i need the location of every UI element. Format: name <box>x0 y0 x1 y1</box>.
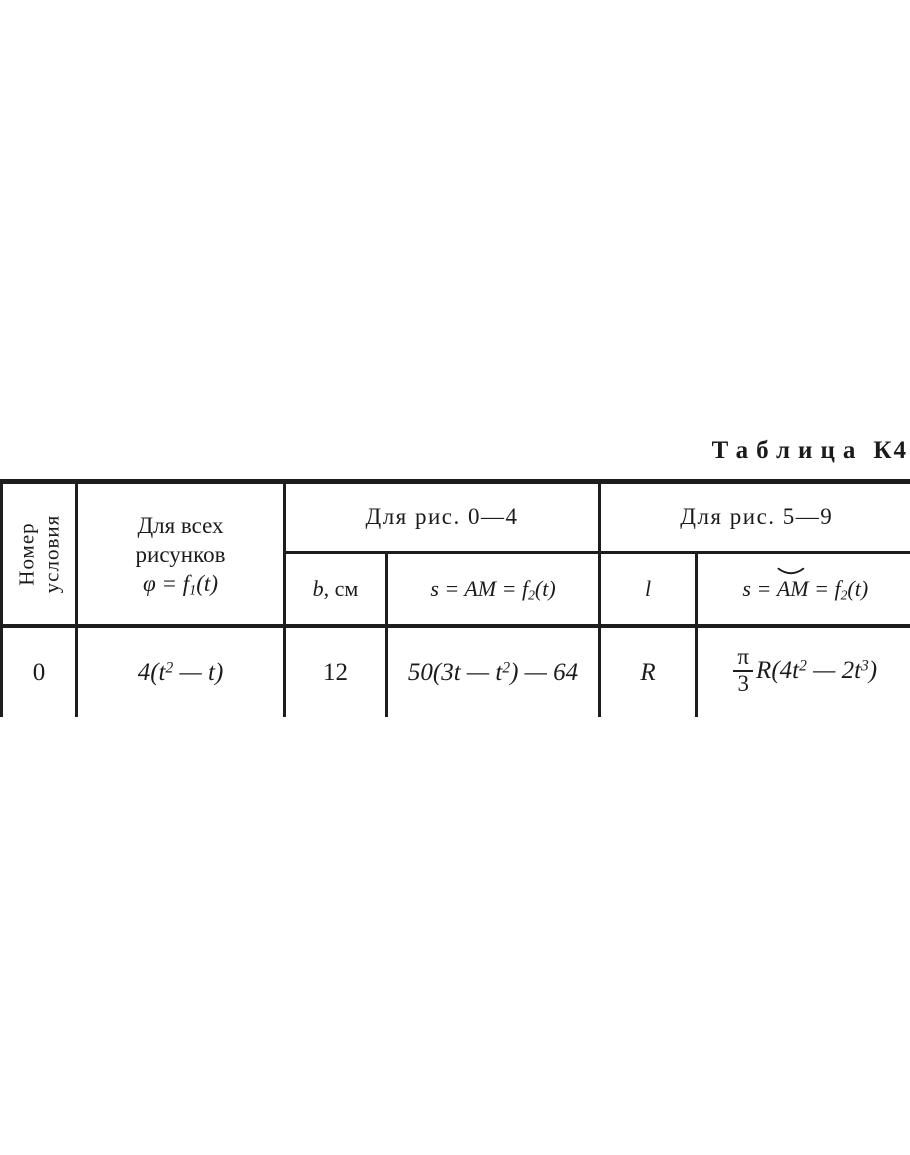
page-title <box>712 437 908 465</box>
cell-l-value: R <box>600 626 697 717</box>
corner-line-2: условия <box>39 514 63 594</box>
cell-s-fig-5-9-rest: $R(4t^2$ — $2t^3$) <box>756 657 878 685</box>
all-figures-line-2: рисунков <box>135 541 226 567</box>
pi-over-3-fraction <box>733 645 753 695</box>
group-header-fig-0-4: Для рис. 0—4 <box>285 482 600 553</box>
cell-phi-formula: $4(t^2$ — t) <box>77 626 285 717</box>
s-arc-base <box>777 576 809 602</box>
subheader-l: l <box>600 552 697 626</box>
corner-header-wrap <box>3 484 75 624</box>
fraction-denominator: 3 <box>733 670 753 696</box>
subheader-s-arc <box>697 552 910 626</box>
s-arc-suffix: = $f_2(t)$ <box>808 575 869 603</box>
all-figures-formula: $\varphi = f_1(t)$ <box>143 570 218 599</box>
corner-header-vertical-text <box>14 515 64 594</box>
cell-s-fig-5-9 <box>697 626 910 717</box>
table-row-data-0 <box>2 626 910 717</box>
group-header-fig-5-9: Для рис. 5—9 <box>600 482 910 553</box>
subheader-s-chord: s = AM = $f_2(t)$ <box>387 552 600 626</box>
s-arc-base-text: AM <box>776 575 809 601</box>
cell-s-fig-0-4: 50(3t — $t^2$) — 64 <box>387 626 600 717</box>
page-title-word: Таблица <box>711 437 864 464</box>
cell-b-value: 12 <box>285 626 387 717</box>
s-arc-prefix: s = <box>742 575 777 601</box>
fraction-numerator: π <box>737 644 750 670</box>
all-figures-line-1: Для всех <box>137 512 224 538</box>
table-row-group-headers <box>2 482 910 553</box>
corner-header-cell <box>2 482 77 627</box>
table-k4 <box>0 479 910 717</box>
subheader-b-cm: b, см <box>285 552 387 626</box>
corner-line-1: Номер <box>14 522 38 586</box>
cell-condition-number: 0 <box>2 626 77 717</box>
arc-over-am-mark <box>775 567 807 577</box>
all-figures-header-cell <box>77 482 285 627</box>
page-title-code: К4 <box>873 437 908 464</box>
